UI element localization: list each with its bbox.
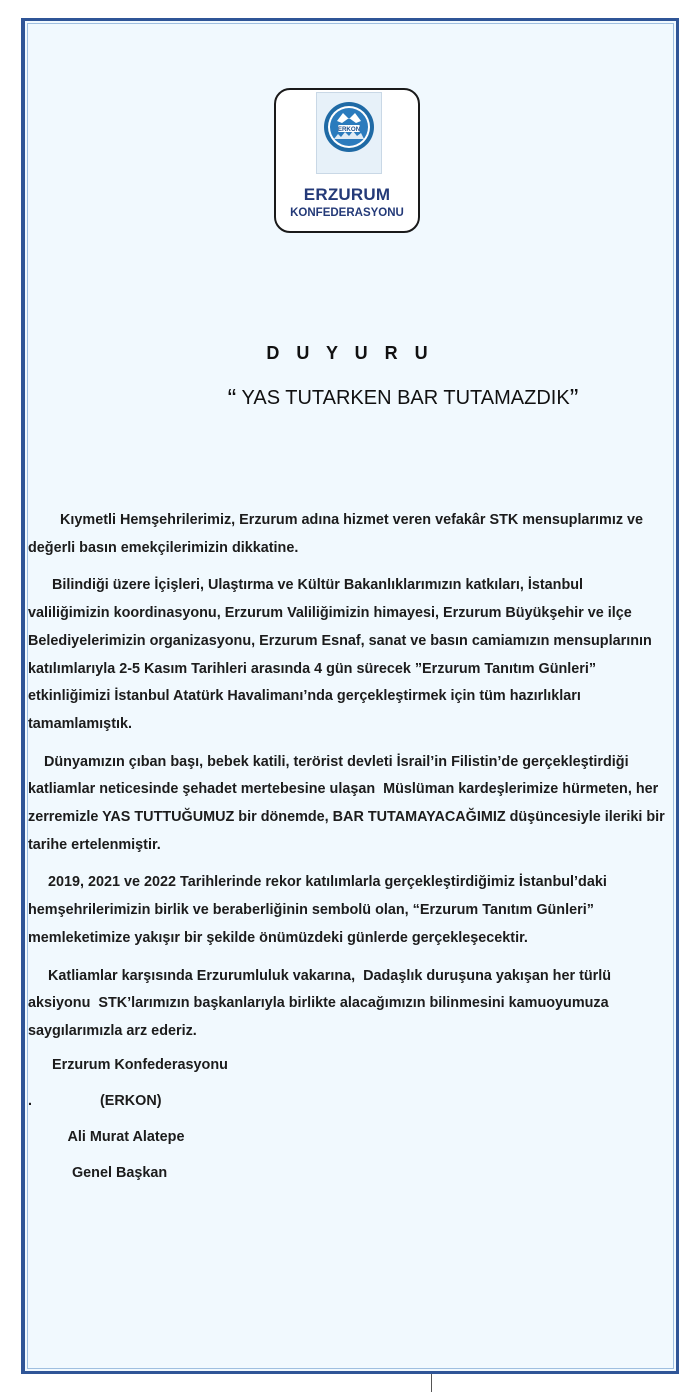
- paragraph-closing: Katliamlar karşısında Erzurumluluk vakarına, Dadaşlık duruşuna yakışan her türlü aksiyonu STK’larımızın başkanlarıyla birlikte alacağımızın bilinmesini kamuoyumuza saygılarımızla arz ederiz.: [28, 967, 616, 1039]
- erkon-seal-icon: [323, 101, 375, 153]
- title-text: YAS TUTARKEN BAR TUTAMAZDIK: [236, 387, 570, 409]
- logo-text-konfederasyonu: KONFEDERASYONU: [290, 207, 404, 219]
- page-fold-line: [431, 1374, 432, 1392]
- announcement-title: [25, 383, 700, 413]
- announcement-heading: D U Y U R U: [266, 343, 434, 363]
- signature-name: Ali Murat Alatepe: [28, 1129, 185, 1145]
- title-open-quote: “: [227, 383, 237, 413]
- signature-abbreviation: . (ERKON): [28, 1093, 162, 1109]
- paragraph-postponement: Dünyamızın çıban başı, bebek katili, terörist devleti İsrail’in Filistin’de gerçekleştirdiği katliamlar neticesinde şehadet mertebesine ulaşan Müslüman kardeşlerimize hürmeten, her zerremizle YAS TUTTUĞUMUZ bir dönemde, BAR TUTAMAYACAĞIMIZ düşüncesiyle ileriki bir tarihe ertelenmiştir.: [28, 753, 669, 853]
- document-frame: [21, 18, 679, 1374]
- paragraph-greeting: Kıymetli Hemşehrilerimiz, Erzurum adına hizmet veren vefakâr STK mensuplarımız ve değerli basın emekçilerimizin dikkatine.: [28, 512, 648, 556]
- title-close-quote: ”: [569, 383, 579, 413]
- signature-title: Genel Başkan: [28, 1165, 168, 1181]
- erzurum-konfederasyonu-logo: [274, 88, 420, 233]
- signature-organization: Erzurum Konfederasyonu: [28, 1057, 228, 1073]
- paragraph-preparations: Bilindiği üzere İçişleri, Ulaştırma ve Kültür Bakanlıklarımızın katkıları, İstanbul valiliğimizin koordinasyonu, Erzurum Valiliğimizin himayesi, Erzurum Büyükşehir ve ilçe Belediyelerimizin organizasyonu, Erzurum Esnaf, sanat ve basın camiamızın mensuplarının katılımlarıyla 2-5 Kasım Tarihleri arasında 4 gün sürecek ”Erzurum Tanıtım Günleri” etkinliğimizi İstanbul Atatürk Havalimanı’nda gerçekleştirmek için tüm hazırlıkları tamamlamıştık.: [28, 577, 656, 732]
- logo-photo-panel: [316, 92, 382, 174]
- announcement-body: [28, 507, 668, 1056]
- signature-block: [28, 1047, 228, 1191]
- logo-text-erzurum: ERZURUM: [303, 185, 391, 204]
- paragraph-past-events: 2019, 2021 ve 2022 Tarihlerinde rekor katılımlarla gerçekleştirdiğimiz İstanbul’daki hemşehrilerimizin birlik ve beraberliğinin sembolü olan, “Erzurum Tanıtım Günleri” memleketimize yakışır bir şekilde önümüzdeki günlerde gerçekleşecektir.: [28, 874, 611, 946]
- svg-text:ERKON: ERKON: [337, 125, 361, 133]
